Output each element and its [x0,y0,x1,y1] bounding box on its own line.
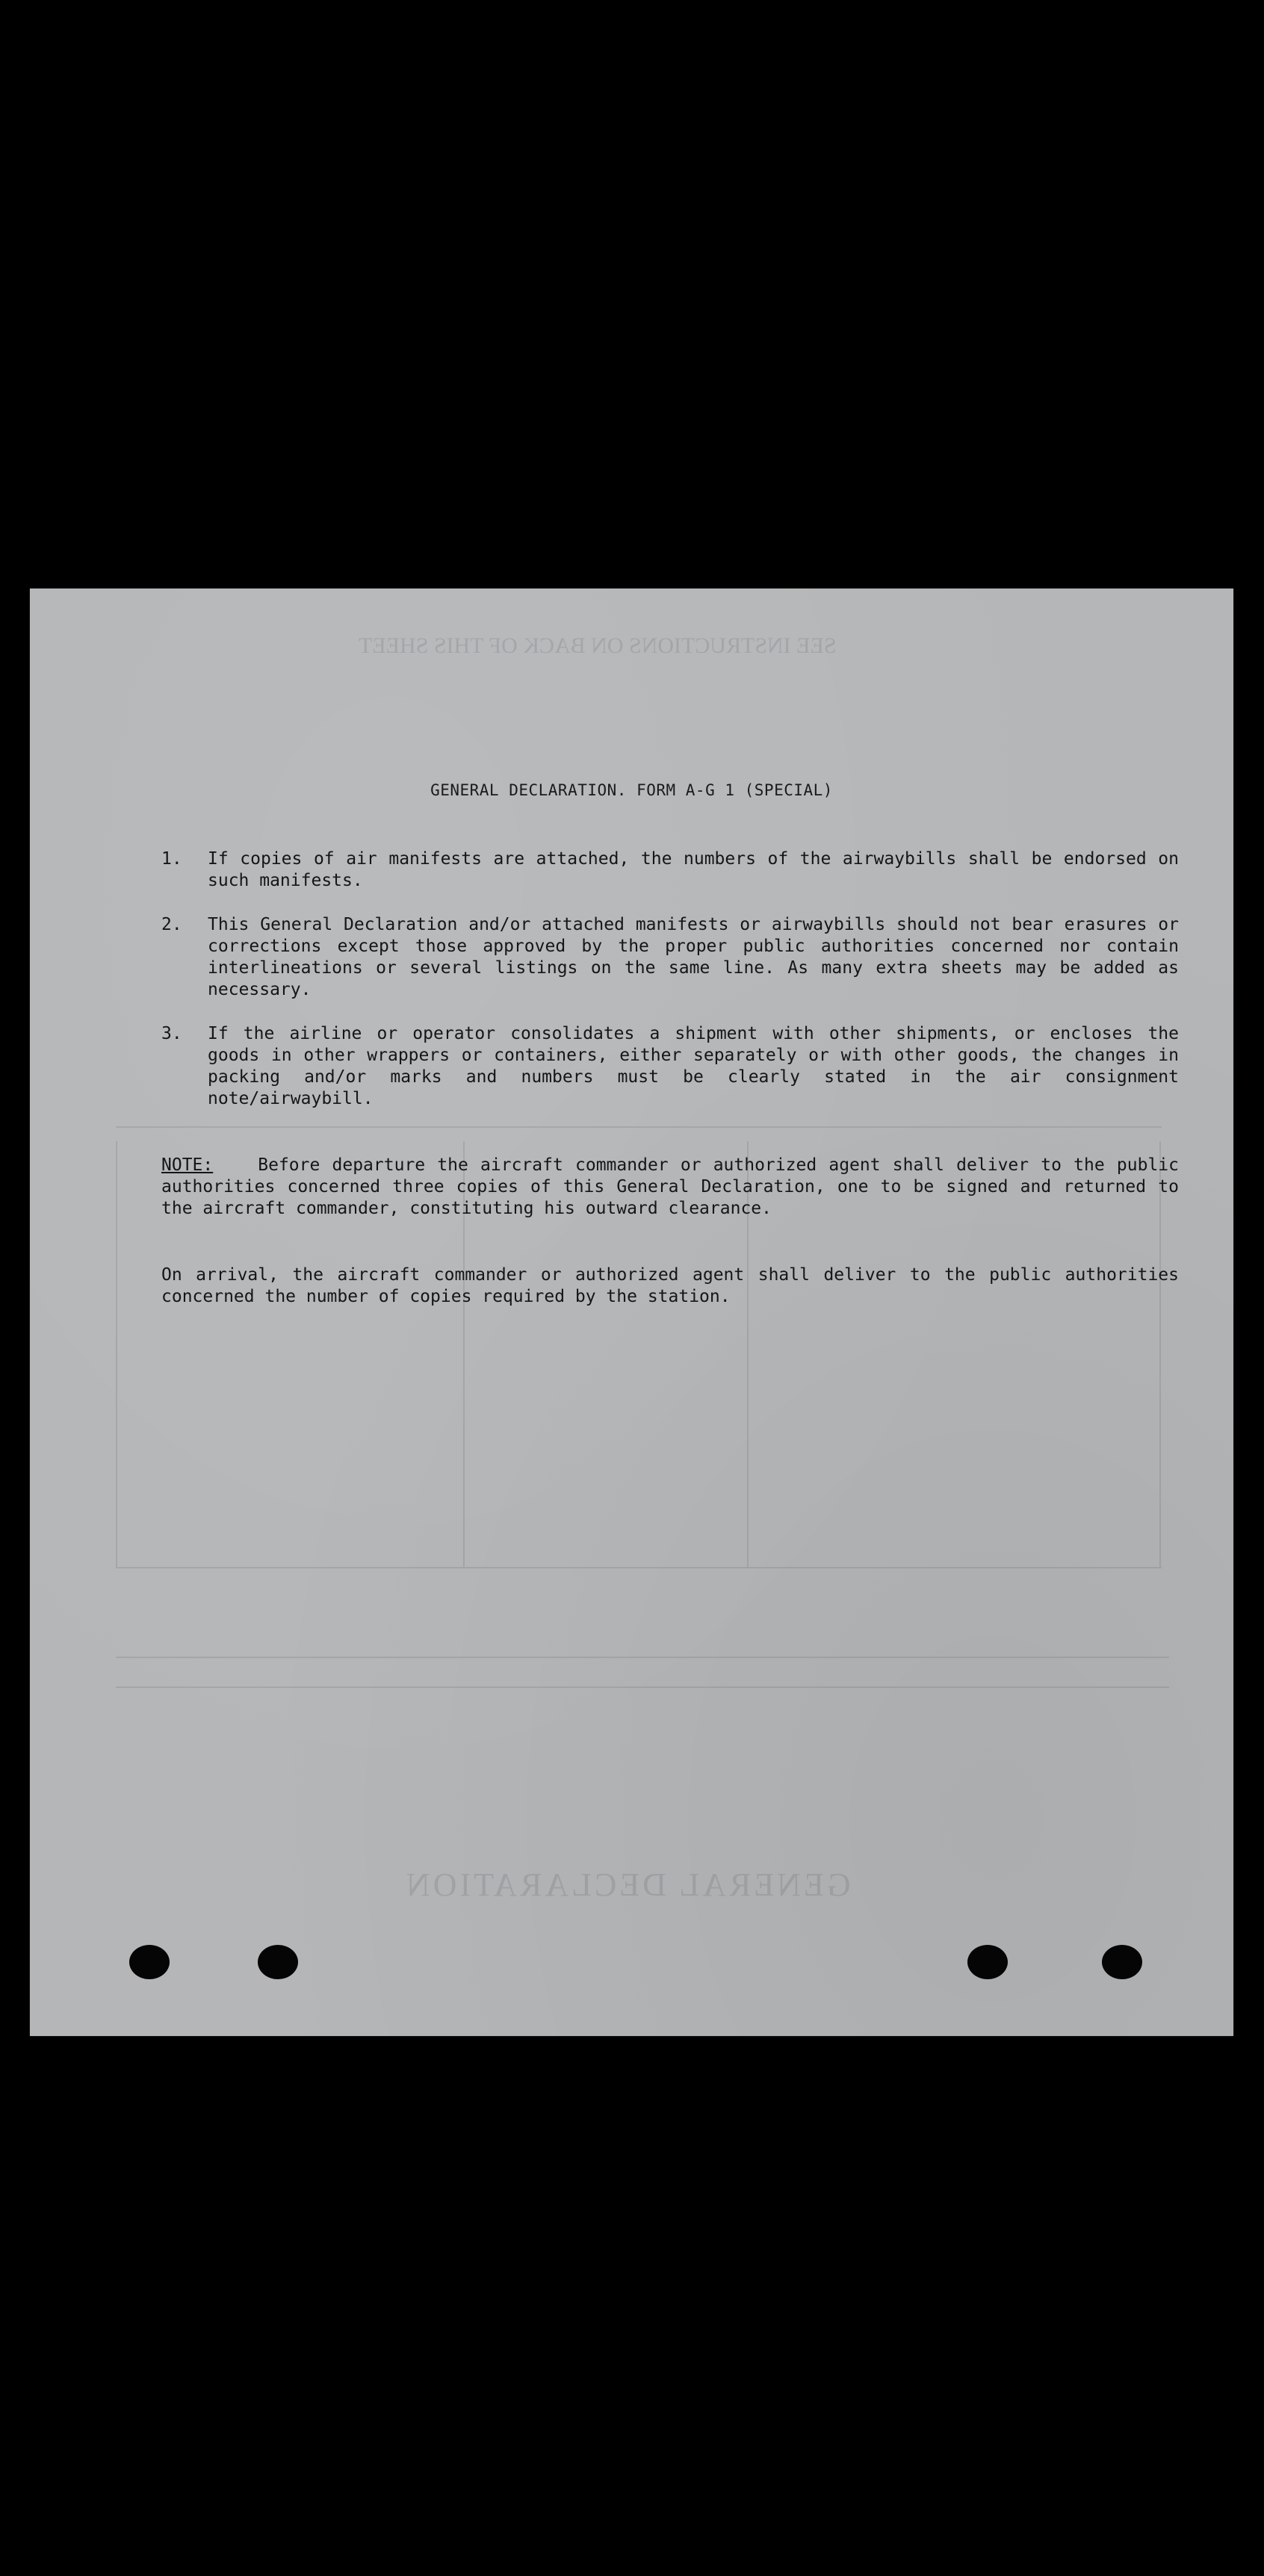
instruction-item [161,848,1179,892]
punch-hole [967,1945,1008,1979]
show-through-text: SEE INSTRUCTIONS ON BACK OF THIS SHEET [359,633,837,658]
arrival-paragraph: On arrival, the aircraft commander or authorized agent shall deliver to the public authorities concerned the number of copies required by the station. [161,1265,1179,1306]
document-page [30,589,1233,2036]
show-through-rule [116,1126,1162,1128]
document-title: GENERAL DECLARATION. FORM A-G 1 (SPECIAL) [430,781,833,799]
instruction-item [161,914,1179,1001]
note-paragraph [161,1155,1179,1220]
note-label: NOTE: [161,1155,214,1175]
item-number: 2. [161,915,182,934]
item-text: If the airline or operator consolidates a shipment with other shipments, or encloses the goods in other wrappers or containers, either separately or with other goods, the changes in packing and/or marks and numbers must be clearly stated in the air consignment note/airwaybill. [208,1024,1179,1108]
show-through-rule [116,1567,1162,1568]
show-through-rule [116,1686,1169,1688]
instruction-item [161,1023,1179,1110]
note-text: Before departure the aircraft commander or authorized agent shall deliver to the public authorities concerned three copies of this General Declaration, one to be signed and returned to the aircraft commander, constituting his outward clearance. [161,1155,1179,1218]
item-text: If copies of air manifests are attached, the numbers of the airwaybills shall be endorsed on such manifests. [208,849,1179,890]
item-number: 3. [161,1024,182,1043]
punch-hole [258,1945,298,1979]
item-text: This General Declaration and/or attached manifests or airwaybills should not bear erasures or corrections except those approved by the proper public authorities concerned nor contain interlineations or several listings on the same line. As many extra sheets may be added as necessary. [208,915,1179,999]
item-number: 1. [161,849,182,869]
punch-hole [1102,1945,1142,1979]
show-through-rule [116,1141,117,1567]
show-through-rule [116,1657,1169,1658]
show-through-text: GENERAL DECLARATION [403,1866,851,1903]
punch-hole [129,1945,170,1979]
